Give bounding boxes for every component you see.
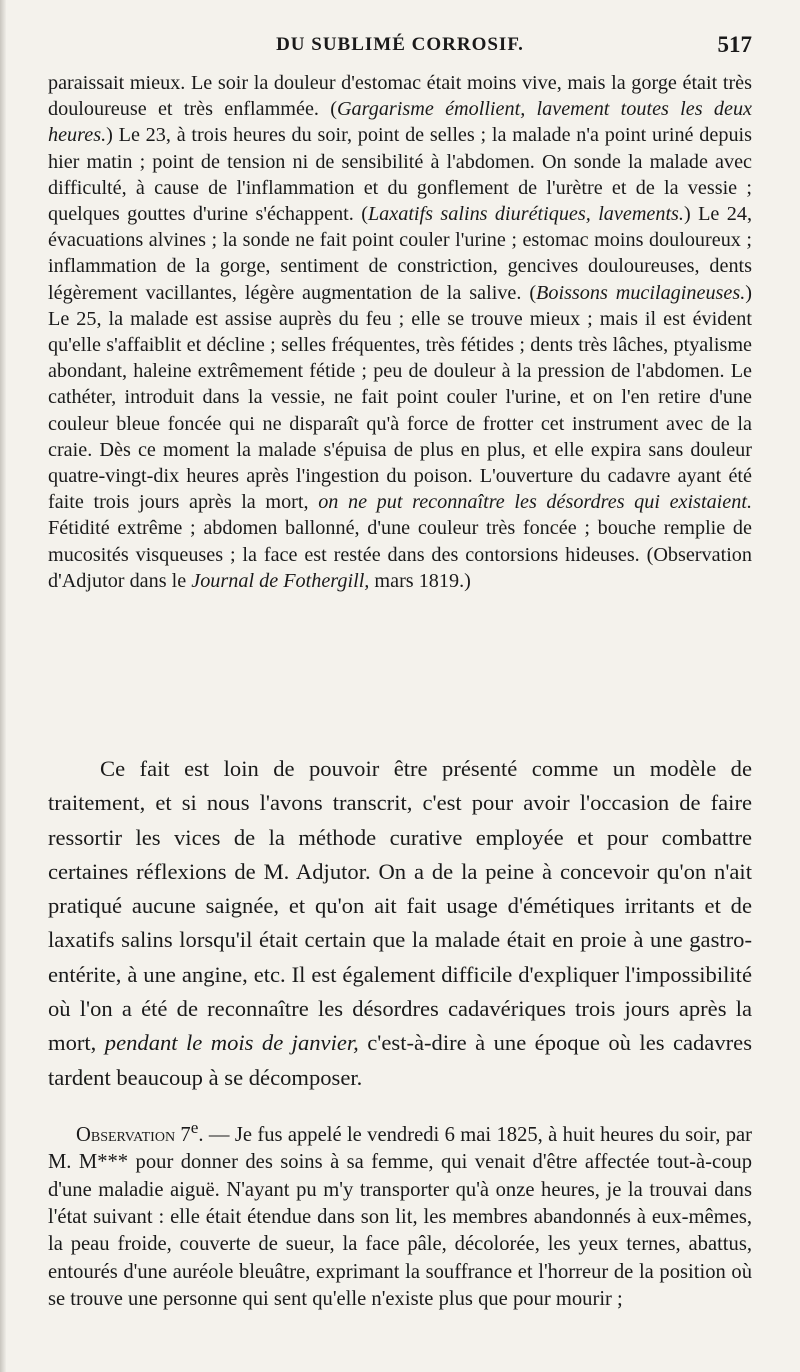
italic-run: Journal de Fothergill,: [191, 569, 370, 592]
page-number: 517: [717, 32, 752, 57]
observation-label: Observation 7: [76, 1123, 191, 1146]
paragraph-case-continuation: [48, 70, 752, 594]
text-run: ) Le 25, la malade est assise auprès du feu ; elle se trouve mieux ; mais il est évident qu'elle s'affaiblit et décline ; selles fréquentes, très fétides ; dents très lâches, ptyalisme abondant, haleine extrêmement fétide ; peu de douleur à la pression de l'abdomen. Le cathéter, introduit dans la vessie, ne fait point couler l'urine, et on l'en retire d'une couleur bleue foncée qui ne disparaît qu'à force de frotter cet instrument avec de la craie. Dès ce moment la malade s'épuisa de plus en plus, et elle expira sans douleur quatre-vingt-dix heures après l'ingestion du poison. L'ouverture du cadavre ayant été faite trois jours après la mort,: [48, 281, 752, 514]
text-run: mars 1819.): [369, 569, 471, 592]
paragraph-observation-7: [48, 1114, 752, 1314]
text-run: ) Le 23, à trois heures du soir, point de selles ; la malade n'a point uriné depuis hier matin ; point de tension ni de sensibilité à l'abdomen. On sonde la malade avec difficulté, à cause de l'inflammation et du gonflement de l'urètre et de la vessie ; quelques gouttes d'urine s'échappent. (: [48, 124, 752, 226]
running-title: DU SUBLIMÉ CORROSIF.: [276, 34, 524, 55]
paragraph-3-text: [48, 1114, 752, 1314]
italic-run: pendant le mois de janvier,: [104, 1030, 359, 1056]
text-run: paraissait mieux. Le soir la douleur d'estomac était moins vive, mais la gorge était très douloureuse et très enflammée. (: [48, 72, 752, 121]
page-edge-shadow: [0, 0, 6, 1372]
paragraph-1-text: [48, 70, 752, 594]
paragraph-commentary: [48, 752, 752, 1095]
text-run: Ce fait est loin de pouvoir être présenté comme un modèle de traitement, et si nous l'avons transcrit, c'est pour avoir l'occasion de faire ressortir les vices de la méthode curative employée et pour combattre certaines réflexions de M. Adjutor. On a de la peine à concevoir qu'on n'ait pratiqué aucune saignée, et qu'on ait fait usage d'émétiques irritants et de laxatifs salins lorsqu'il était certain que la malade était en proie à une gastro-entérite, à une angine, etc. Il est également difficile d'expliquer l'impossibilité où l'on a été de reconnaître les désordres cadavériques trois jours après la mort,: [48, 756, 752, 1056]
text-run: . — Je fus appelé le vendredi 6 mai 1825, à huit heures du soir, par M. M*** pour donner des soins à sa femme, qui venait d'être affectée tout-à-coup d'une maladie aiguë. N'ayant pu m'y transporter qu'à onze heures, je la trouvai dans l'état suivant : elle était étendue dans son lit, les membres abandonnés à eux-mêmes, la peau froide, couverte de sueur, la face pâle, décolorée, les yeux ternes, abattus, entourés d'une auréole bleuâtre, exprimant la souffrance et l'horreur de la position où se trouve une personne qui sent qu'elle n'existe plus que pour mourir ;: [48, 1123, 753, 1311]
italic-run: Boissons mucilagineuses.: [536, 281, 746, 304]
italic-run: Gargarisme émollient, lavement toutes les deux heures.: [48, 98, 752, 147]
italic-run: on ne put reconnaître les désordres qui existaient.: [318, 491, 752, 514]
text-run: c'est-à-dire à une époque où les cadavres tardent beaucoup à se décomposer.: [48, 1030, 752, 1090]
paragraph-2-text: [48, 752, 752, 1095]
observation-label-sup: e: [190, 1118, 199, 1137]
page-header: [48, 34, 752, 68]
text-run: Fétidité extrême ; abdomen ballonné, d'une couleur très foncée ; bouche remplie de mucosités visqueuses ; la face est restée dans des contorsions hideuses. (Observation d'Adjutor dans le: [48, 517, 752, 592]
italic-run: Laxatifs salins diurétiques, lavements.: [367, 203, 684, 226]
text-run: ) Le 24, évacuations alvines ; la sonde ne fait point couler l'urine ; estomac moins douloureux ; inflammation de la gorge, sentiment de constriction, gencives douloureuses, dents légèrement vacillantes, légère augmentation de la salive. (: [48, 203, 753, 304]
